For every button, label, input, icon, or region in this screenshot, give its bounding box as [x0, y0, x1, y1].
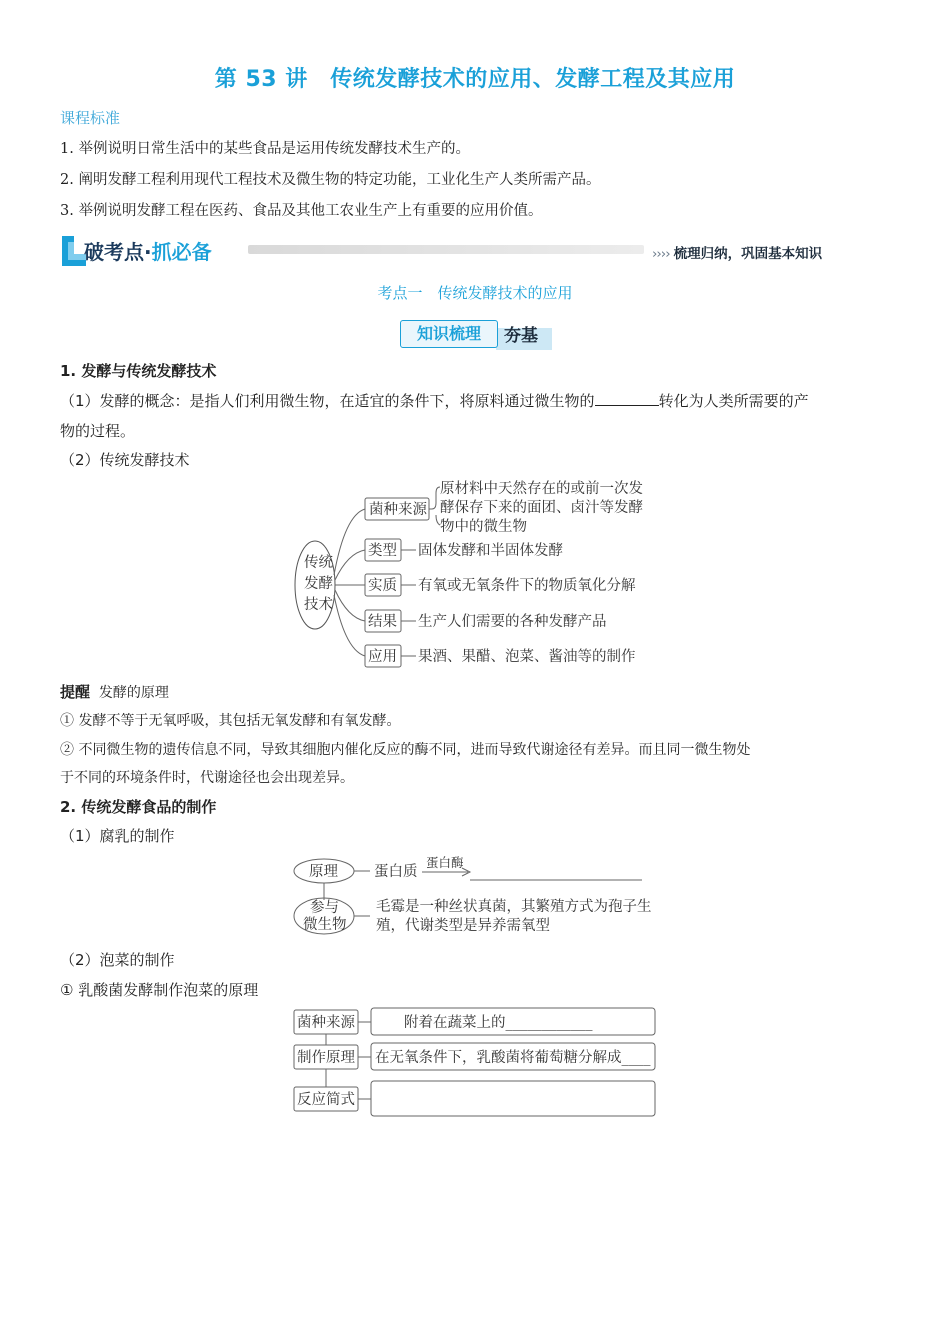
row-text-application: 果酒、果醋、泡菜、酱油等的制作 — [418, 649, 636, 665]
tip-label: 提醒 — [60, 683, 91, 701]
banner-arrows-icon: ›››› — [652, 246, 670, 262]
s1-heading: 1. 发酵与传统发酵技术 — [60, 362, 217, 380]
banner-right-text: 梳理归纳，巩固基本知识 — [673, 246, 823, 262]
row-label-result: 结果 — [368, 614, 397, 630]
standard-item-3: 3. 举例说明发酵工程在医药、食品及其他工农业生产上有重要的应用价值。 — [60, 203, 543, 219]
row-text-source-1: 原材料中天然存在的或前一次发 — [440, 481, 643, 497]
furu-node2-text-2: 殖，代谢类型是异养需氧型 — [376, 918, 550, 934]
s2-p3: ① 乳酸菌发酵制作泡菜的原理 — [60, 981, 259, 999]
banner-subtitle — [652, 242, 822, 262]
s1-p2: （2）传统发酵技术 — [60, 451, 190, 469]
row-text-essence: 有氧或无氧条件下的物质氧化分解 — [418, 578, 636, 594]
s1-p1-before: （1）发酵的概念：是指人们利用微生物，在适宜的条件下，将原料通过微生物的 — [60, 392, 595, 410]
paocai-text-1: 附着在蔬菜上的____________ — [404, 1015, 593, 1031]
row-text-source-3: 物中的微生物 — [440, 519, 527, 535]
paocai-text-2: 在无氧条件下，乳酸菌将葡萄糖分解成____ — [375, 1050, 651, 1066]
paocai-label-2: 制作原理 — [297, 1050, 355, 1066]
fermentation-diagram — [290, 475, 670, 670]
s1-p1-cont: 物的过程。 — [60, 422, 136, 440]
s1-blank — [595, 391, 659, 406]
banner-title — [84, 236, 212, 265]
banner-dot: · — [144, 240, 152, 264]
standards-label: 课程标准 — [60, 109, 121, 127]
banner-divider — [248, 245, 644, 254]
paocai-diagram — [290, 1005, 670, 1120]
tip-item-1: ① 发酵不等于无氧呼吸，其包括无氧发酵和有氧发酵。 — [60, 713, 401, 729]
zhishi-box: 知识梳理 — [400, 320, 498, 348]
furu-enzyme: 蛋白酶 — [426, 855, 464, 870]
s1-p1-after: 转化为人类所需要的产 — [658, 392, 809, 410]
center-text-3: 技术 — [304, 597, 333, 613]
tip-line — [60, 681, 169, 702]
zhishi-tail: 夯基 — [504, 326, 538, 346]
row-label-source: 菌种来源 — [369, 502, 427, 518]
row-text-source-2: 酵保存下来的面团、卤汁等发酵 — [440, 500, 643, 516]
tip-item-3: 于不同的环境条件时，代谢途径也会出现差异。 — [60, 770, 354, 786]
furu-node2-1: 参与 — [310, 900, 339, 916]
center-text-1: 传统 — [304, 555, 333, 571]
banner-left-b: 抓必备 — [151, 240, 212, 264]
furu-node2-2: 微生物 — [303, 917, 347, 933]
page-title: 第 53 讲 传统发酵技术的应用、发酵工程及其应用 — [214, 67, 736, 92]
paocai-label-1: 菌种来源 — [297, 1015, 355, 1031]
furu-diagram — [290, 850, 670, 940]
row-text-type: 固体发酵和半固体发酵 — [418, 543, 563, 559]
paocai-answer-box — [371, 1081, 655, 1116]
row-label-essence: 实质 — [368, 578, 397, 594]
furu-node1-text: 蛋白质 — [374, 864, 418, 880]
s1-p1 — [60, 390, 809, 411]
standard-item-1: 1. 举例说明日常生活中的某些食品是运用传统发酵技术生产的。 — [60, 141, 470, 157]
row-label-application: 应用 — [368, 649, 397, 665]
s2-heading: 2. 传统发酵食品的制作 — [60, 798, 217, 816]
s2-p2: （2）泡菜的制作 — [60, 951, 175, 969]
furu-node1: 原理 — [309, 864, 338, 880]
tip-item-2: ② 不同微生物的遗传信息不同，导致其细胞内催化反应的酶不同，进而导致代谢途径有差异。而且同一微生物处 — [60, 742, 751, 758]
tip-title: 发酵的原理 — [98, 685, 169, 701]
furu-node2-text-1: 毛霉是一种丝状真菌，其繁殖方式为孢子生 — [376, 899, 652, 915]
standard-item-2: 2. 阐明发酵工程利用现代工程技术及微生物的特定功能，工业化生产人类所需产品。 — [60, 172, 601, 188]
row-text-result: 生产人们需要的各种发酵产品 — [418, 614, 607, 630]
section-kaodian: 考点一 传统发酵技术的应用 — [377, 284, 573, 302]
s2-p1: （1）腐乳的制作 — [60, 827, 175, 845]
center-text-2: 发酵 — [304, 576, 333, 592]
banner-left-a: 破考点 — [84, 240, 144, 264]
paocai-label-3: 反应简式 — [297, 1092, 355, 1108]
row-label-type: 类型 — [368, 543, 397, 559]
